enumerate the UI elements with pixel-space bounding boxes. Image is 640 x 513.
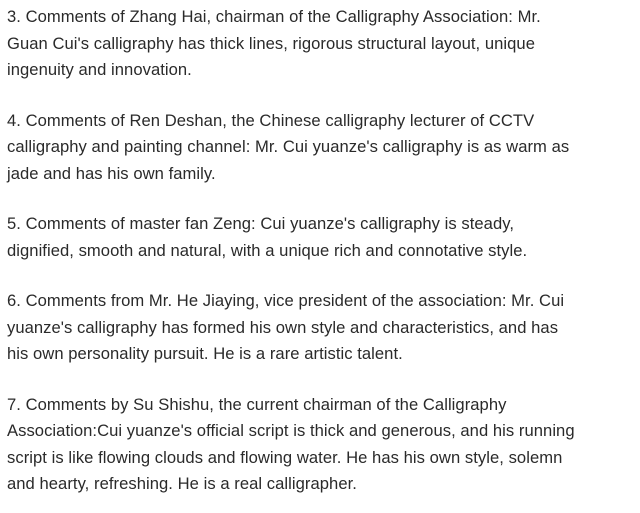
paragraph-line: 6. Comments from Mr. He Jiaying, vice president of the association: Mr. Cui (7, 291, 565, 310)
comment-paragraph-6 (7, 288, 637, 368)
paragraph-line: Guan Cui's calligraphy has thick lines, rigorous structural layout, unique (7, 33, 535, 53)
paragraph-line: ingenuity and innovation. (7, 60, 192, 79)
paragraph-line: script is like flowing clouds and flowing water. He has his own style, solemn (7, 447, 563, 467)
paragraph-line: and hearty, refreshing. He is a real calligrapher. (7, 474, 357, 493)
paragraph-line: calligraphy and painting channel: Mr. Cui yuanze's calligraphy is as warm as (7, 137, 570, 156)
paragraph-line: 5. Comments of master fan Zeng: Cui yuanze's calligraphy is steady, (7, 214, 515, 233)
comment-paragraph-5 (7, 211, 637, 264)
paragraph-line: Association:Cui yuanze's official script is thick and generous, and his running (7, 421, 575, 440)
comment-paragraph-4 (7, 108, 637, 188)
paragraph-line: 3. Comments of Zhang Hai, chairman of the Calligraphy Association: Mr. (7, 7, 541, 26)
paragraph-line: his own personality pursuit. He is a rare artistic talent. (7, 344, 403, 363)
paragraph-line: 4. Comments of Ren Deshan, the Chinese calligraphy lecturer of CCTV (7, 110, 535, 130)
comment-paragraph-3 (7, 4, 637, 84)
paragraph-line: dignified, smooth and natural, with a unique rich and connotative style. (7, 240, 528, 260)
paragraph-line: 7. Comments by Su Shishu, the current chairman of the Calligraphy (7, 394, 507, 414)
paragraph-line: yuanze's calligraphy has formed his own style and characteristics, and has (7, 317, 559, 337)
comment-paragraph-7 (7, 392, 637, 498)
paragraph-line: jade and has his own family. (7, 163, 216, 183)
article-body (7, 4, 637, 498)
